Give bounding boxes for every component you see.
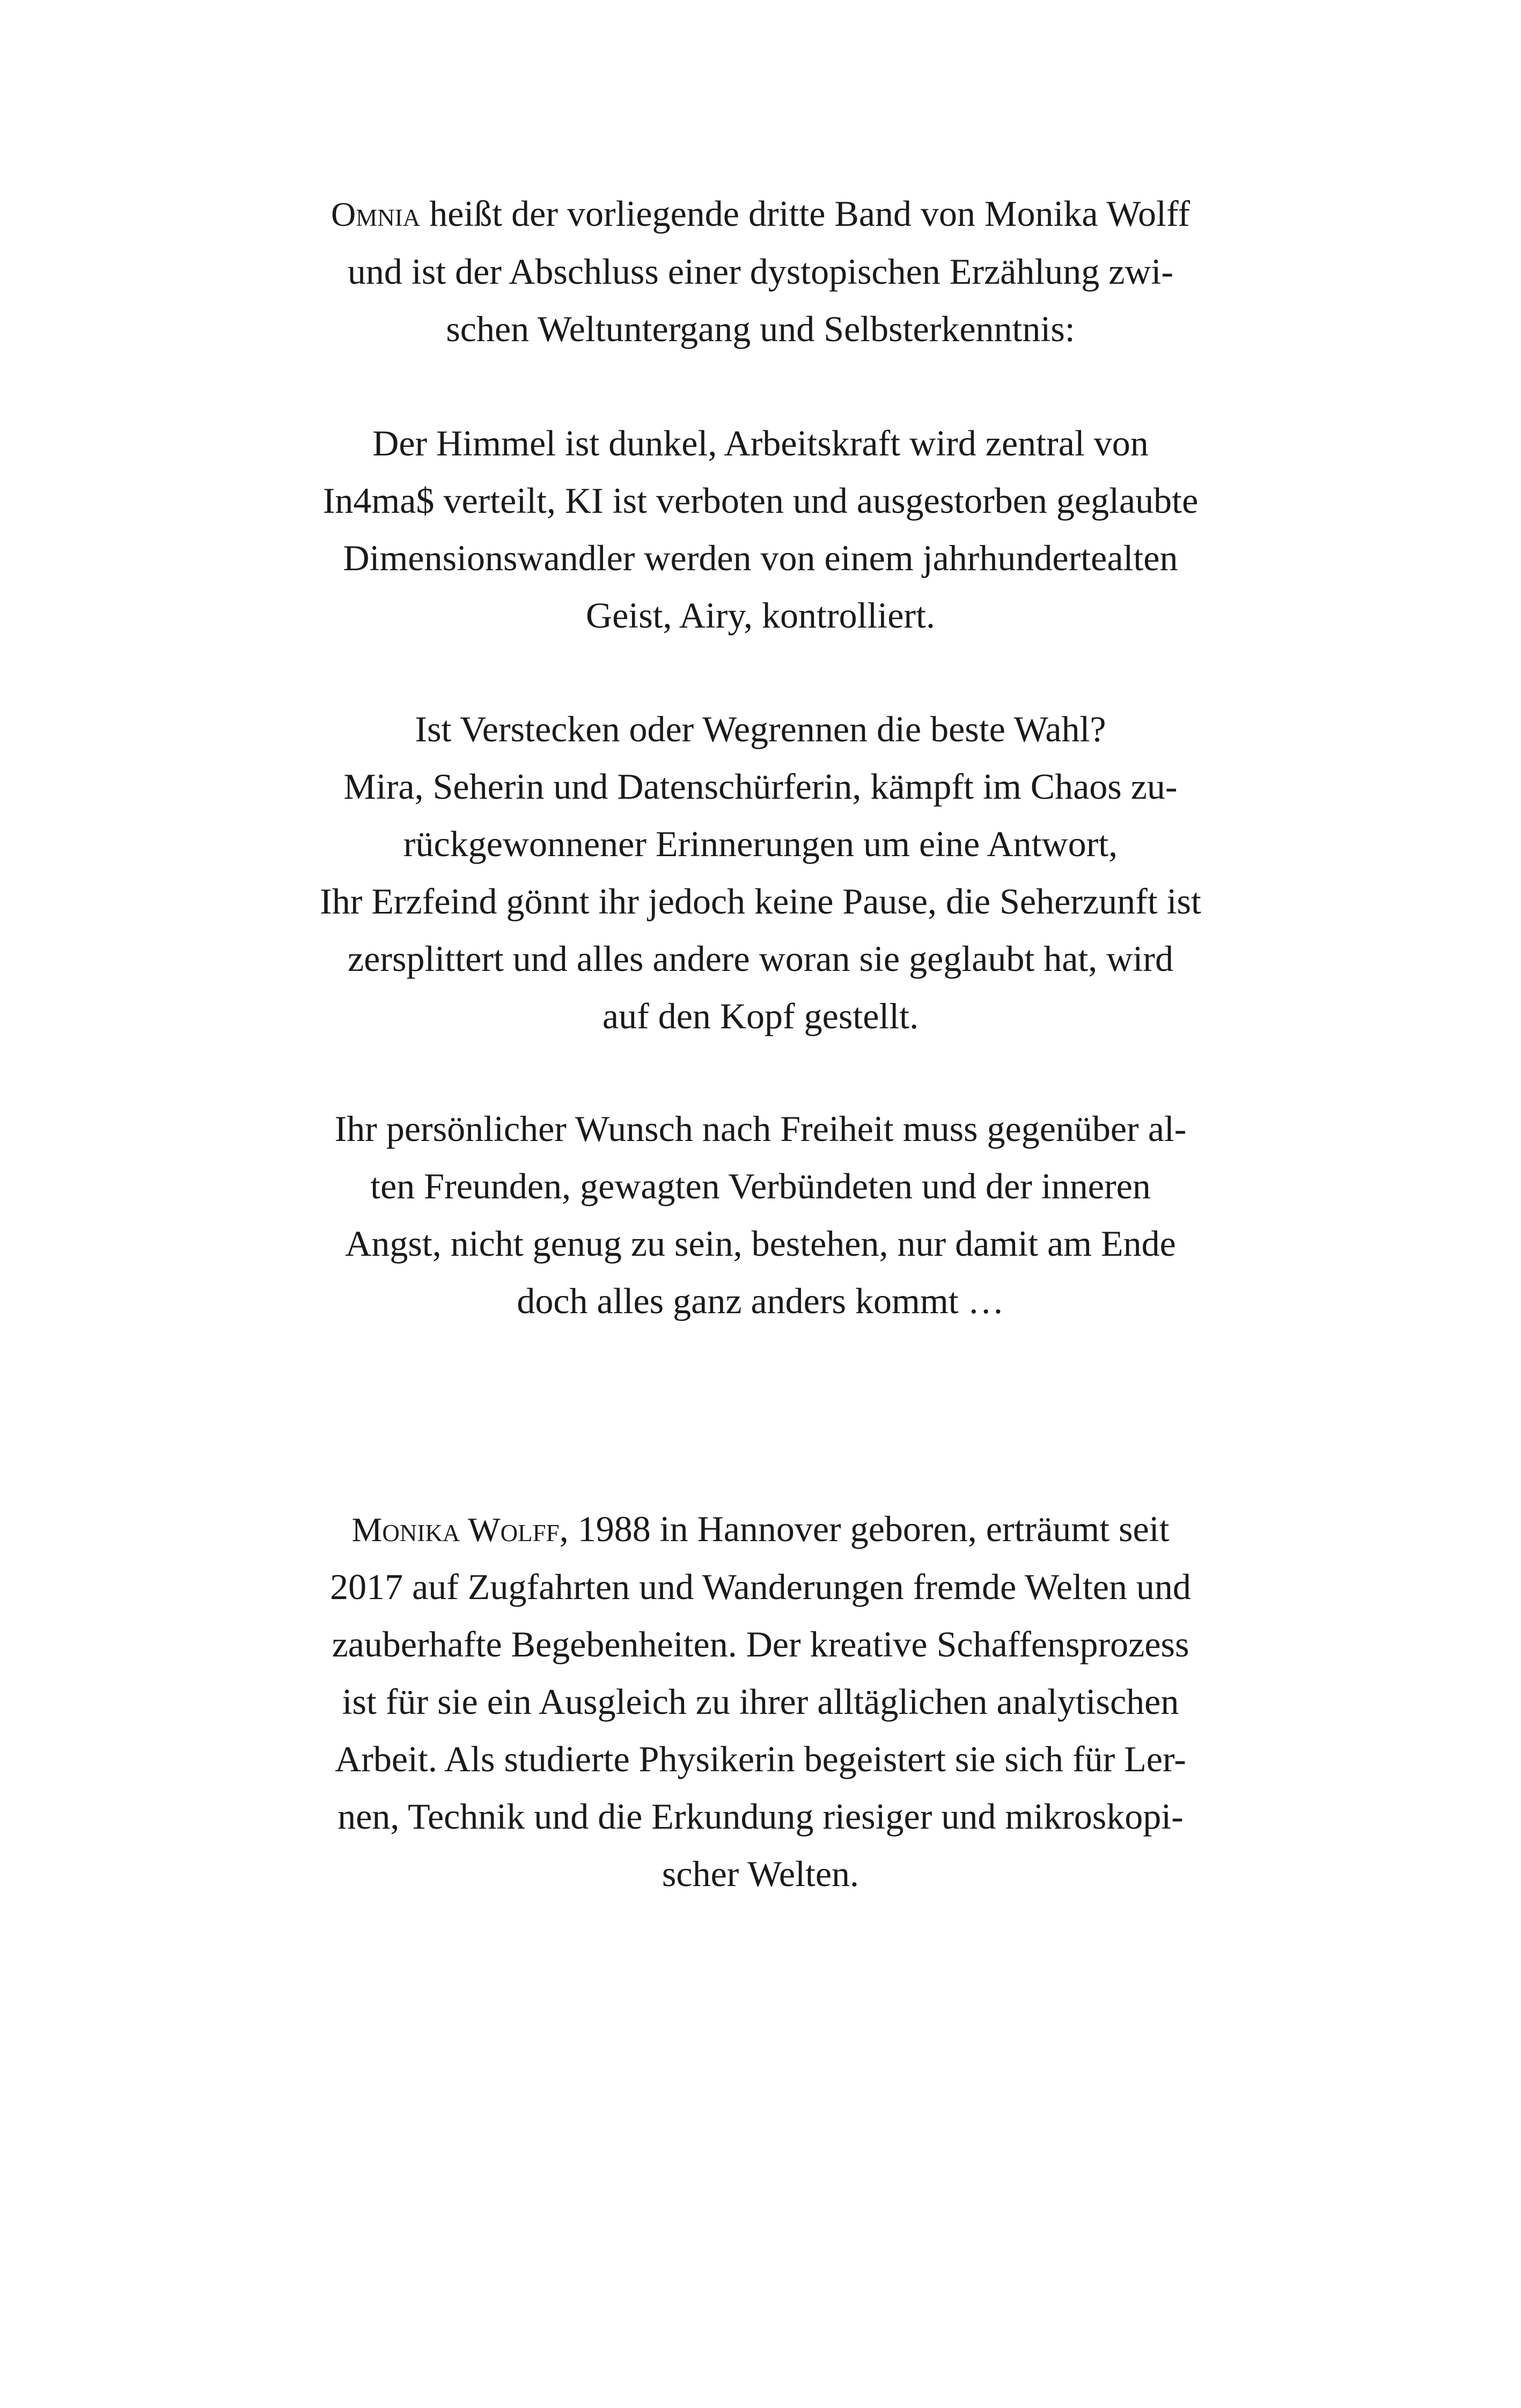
bio-line-text: , 1988 in Hannover geboren, erträumt seit xyxy=(559,1508,1170,1549)
bio-line: zauberhafte Begebenheiten. Der kreative Schaffensprozess xyxy=(332,1624,1189,1665)
blurb-line: Geist, Airy, kontrolliert. xyxy=(586,595,935,636)
author-bio xyxy=(0,1500,1521,1903)
bio-line: ist für sie ein Ausgleich zu ihrer alltäglichen analytischen xyxy=(342,1681,1179,1722)
blurb-paragraph-plot xyxy=(0,701,1521,1045)
blurb-line: Angst, nicht genug zu sein, bestehen, nur damit am Ende xyxy=(345,1223,1176,1264)
blurb-line: zersplittert und alles andere woran sie geglaubt hat, wird xyxy=(348,938,1173,979)
blurb-line: Ist Verstecken oder Wegrennen die beste Wahl? xyxy=(415,709,1106,749)
blurb-line: und ist der Abschluss einer dystopischen Erzählung zwi- xyxy=(347,251,1174,292)
author-name-smallcaps: Monika Wolff xyxy=(351,1511,560,1549)
blurb-line: Dimensionswandler werden von einem jahrhundertealten xyxy=(343,537,1178,578)
bio-line: Arbeit. Als studierte Physikerin begeistert sie sich für Ler- xyxy=(335,1739,1186,1779)
blurb-line: auf den Kopf gestellt. xyxy=(602,996,919,1036)
bio-line: 2017 auf Zugfahrten und Wanderungen fremde Welten und xyxy=(330,1566,1191,1607)
blurb-line: In4ma$ verteilt, KI ist verboten und ausgestorben geglaubte xyxy=(322,480,1199,521)
blurb-line xyxy=(0,185,1521,243)
bio-line xyxy=(0,1500,1521,1558)
blurb-line: ten Freunden, gewagten Verbündeten und der inneren xyxy=(370,1166,1151,1206)
blurb-line: Ihr persönlicher Wunsch nach Freiheit muss gegenüber al- xyxy=(334,1108,1187,1149)
bio-line: nen, Technik und die Erkundung riesiger und mikroskopi- xyxy=(337,1796,1184,1837)
blurb-line: doch alles ganz anders kommt … xyxy=(517,1280,1004,1321)
blurb-paragraph-world xyxy=(0,415,1521,644)
bio-line: scher Welten. xyxy=(662,1853,859,1894)
blurb-paragraph-intro xyxy=(0,185,1521,358)
book-title-smallcaps: Omnia xyxy=(330,195,421,233)
blurb-paragraph-closing xyxy=(0,1100,1521,1330)
blurb-line: Ihr Erzfeind gönnt ihr jedoch keine Pause, die Seherzunft ist xyxy=(320,881,1201,922)
blurb-line-text: heißt der vorliegende dritte Band von Monika Wolff xyxy=(420,193,1191,234)
blurb-line: Der Himmel ist dunkel, Arbeitskraft wird zentral von xyxy=(372,423,1149,463)
blurb-line: Mira, Seherin und Datenschürferin, kämpft im Chaos zu- xyxy=(343,766,1178,807)
blurb-line: rückgewonnener Erinnerungen um eine Antwort, xyxy=(403,823,1118,864)
blurb-line: schen Weltuntergang und Selbsterkenntnis: xyxy=(446,308,1075,349)
